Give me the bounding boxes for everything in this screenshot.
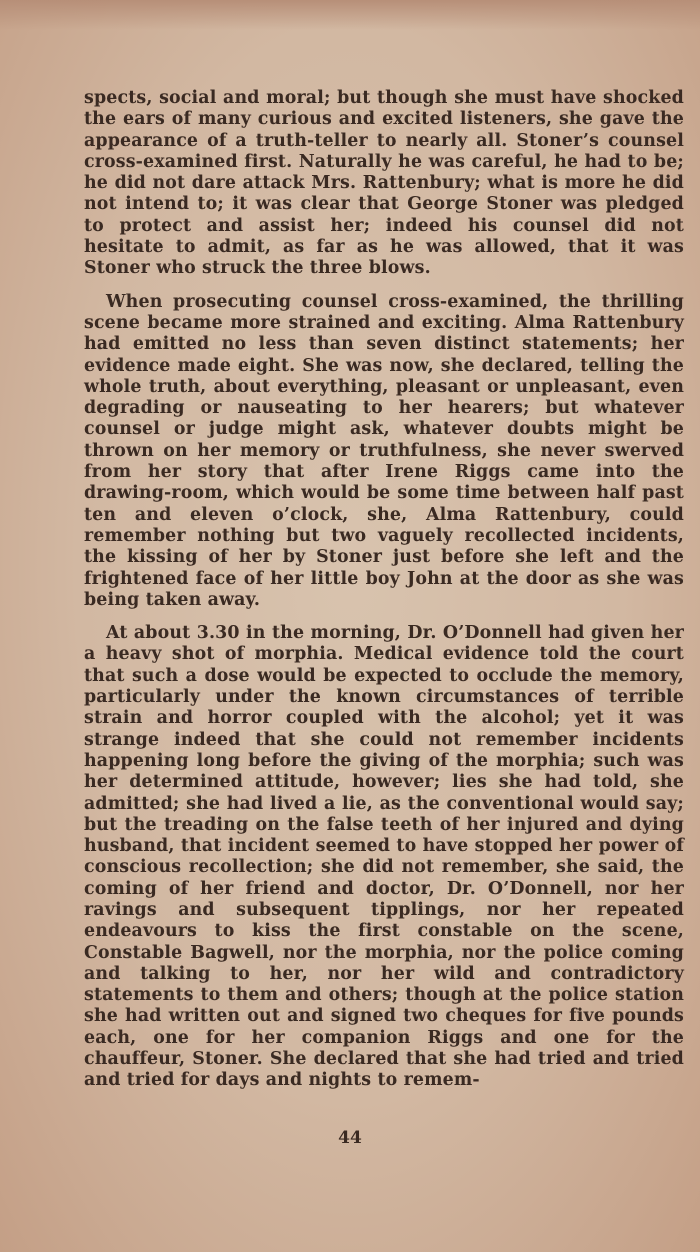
body-text [84, 88, 684, 1092]
paragraph-2: When prosecuting counsel cross-examined, the thrilling scene became more strained and exciting. Alma Rattenbury had emitted no less than seven distinct statements; her evidence made eight. She was now, she declared, telling the whole truth, about everything, pleasant or unpleasant, even degrading or nauseating to her hearers; but whatever counsel or judge might ask, whatever doubts might be thrown on her memory or truthfulness, she never swerved from her story that after Irene Riggs came into the drawing-room, which would be some time between half past ten and eleven o’clock, she, Alma Rattenbury, could remember nothing but two vaguely recollected incidents, the kissing of her by Stoner just before she left and the frightened face of her little boy John at the door as she was being taken away. [84, 291, 684, 610]
page-number: 44 [338, 1128, 362, 1148]
page-stain [0, 0, 700, 30]
paragraph-1: spects, social and moral; but though she must have shocked the ears of many curious and excited listeners, she gave the appearance of a truth-teller to nearly all. Stoner’s counsel cross-examined first. Naturally he was careful, he had to be; he did not dare attack Mrs. Rattenbury; what is more he did not intend to; it was clear that George Stoner was pledged to protect and assist her; indeed his counsel did not hesitate to admit, as far as he was allowed, that it was Stoner who struck the three blows. [84, 88, 684, 279]
paragraph-3: At about 3.30 in the morning, Dr. O’Donnell had given her a heavy shot of morphia. Medical evidence told the court that such a dose would be expected to occlude the memory, particularly under the known circumstances of terrible strain and horror coupled with the alcohol; yet it was strange indeed that she could not remember incidents happening long before the giving of the morphia; such was her determined attitude, however; lies she had told, she admitted; she had lived a lie, as the conventional would say; but the treading on the false teeth of her injured and dying husband, that incident seemed to have stopped her power of conscious recollection; she did not remember, she said, the coming of her friend and doctor, Dr. O’Donnell, nor her ravings and subsequent tipplings, nor her repeated endeavours to kiss the first constable on the scene, Constable Bagwell, nor the morphia, nor the police coming and talking to her, nor her wild and contradictory statements to them and others; though at the police station she had written out and signed two cheques for five pounds each, one for her companion Riggs and one for the chauffeur, Stoner. She declared that she had tried and tried and tried for days and nights to remem- [84, 623, 684, 1091]
